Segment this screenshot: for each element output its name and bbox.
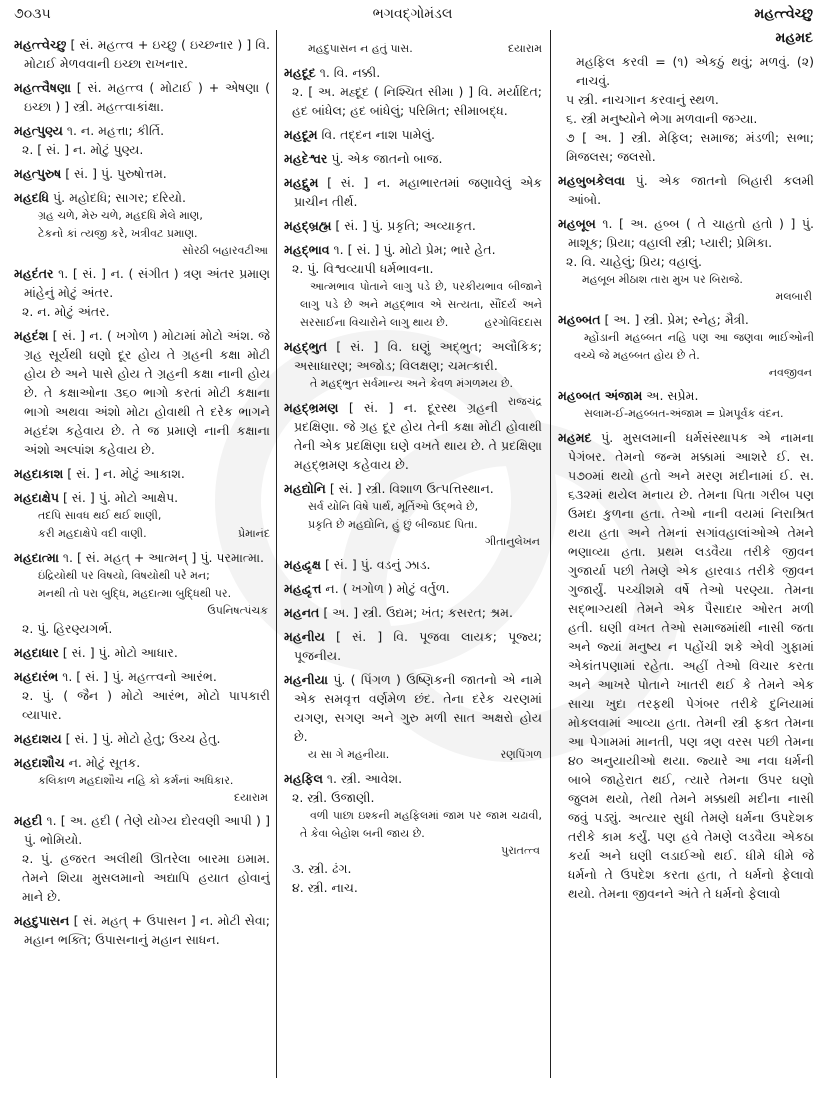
definition: [ સં. મહત્ + ઉપાસન ] ન. મોટી સેવા; મહાન ભક્તિ; ઉપાસનાનું મહાન સાધન.	[24, 913, 270, 947]
entry	[14, 35, 270, 73]
headword: મહદ્દ્રુમ	[284, 175, 319, 190]
entry	[14, 548, 270, 567]
definition: [ સં. ] વિ. ઘણું અદ્ભુત; અલૌકિક; અસાધારણ; અજોડ; વિલક્ષણ; ચમત્કારી.	[294, 339, 542, 373]
definition: ૧. [ સં. ] ન. ( સંગીત ) ત્રણ અંતર પ્રમાણ માંહેનું મોટું અંતર.	[24, 266, 270, 300]
entry	[14, 643, 270, 662]
sense: ૨. પું. હજરત અલીથી ઊતરેલા બારમા ઇમામ. તેમને શિયા મુસલમાનો અદ્યાપિ હયાત હોવાનું માને છે.	[22, 851, 270, 904]
entry	[284, 125, 542, 144]
quote-source: સોરઠી બહારવટીઆ	[182, 244, 268, 257]
quote-line: ટેકનો કાં ત્યજી કરે, ખત્રીવટ પ્રમાણ.	[38, 227, 198, 240]
quote-source: નવજીવન	[768, 366, 812, 379]
column-1	[14, 30, 270, 1070]
headword: મહદ્વૃત્ત	[284, 581, 322, 596]
headword: મહદાત્મા	[14, 550, 59, 565]
quote-source: પ્રેમાનંદ	[238, 527, 270, 540]
definition: [ સં. ] પું. મોટો આધાર.	[62, 645, 178, 660]
definition: [ સં. ] ન. ( ખગોળ ) મોટામાં મોટો અંશ. જે ગ્રહ સૂર્યથી ઘણો દૂર હોય તે ગ્રહની કક્ષા મોટી હોય છે અને પાસે હોય તે ગ્રહની કક્ષા નાની હોય છે. તે કક્ષાઓના ૩૬૦ ભાગો કરતાં મોટી કક્ષાના ભાગો અથવા અંશો મોટા હોવાથી તે દરેક ભાગને મહદંશ કહેવાય છે. તે જ પ્રમાણે નાની કક્ષાના અંશો અલ્પાંશ કહેવાય છે.	[24, 328, 270, 457]
headword: મહદાશય	[14, 731, 62, 746]
definition: [ સં. ] પું. મોટો હેતુ; ઉચ્ચ હેતુ.	[65, 731, 221, 746]
definition: અ. સપ્રેમ.	[646, 388, 699, 403]
quote-paragraph: વળી પાછા ઇશ્કની મહફિલમાં જામ પર જામ ચઢાવી, તે કેવા બેહોશ બની જાય છે.	[300, 809, 542, 840]
entry	[284, 627, 542, 665]
headword: મહદાધાર	[14, 645, 59, 660]
definition: [ સં. ] ન. દૂરસ્થ ગ્રહની પ્રદક્ષિણા. જે ગ્રહ દૂર હોય તેની કક્ષા મોટી હોવાથી તેની એક પ્રદક્ષિણા ઘણે વખતે થાય છે. તે પ્રદક્ષિણા મહદ્ભ્રમણ કહેવાય છે.	[294, 400, 542, 472]
column-2	[284, 40, 542, 1080]
definition: [ અ. ] સ્ત્રી. ઉદ્યમ; ખંત; કસરત; શ્રમ.	[323, 605, 513, 620]
headword: મહદારંભ	[14, 669, 59, 684]
quote-line: ઇંદ્રિયોથી પર વિષયો, વિષયોથી પરે મન;	[38, 569, 210, 582]
headword: મહદી	[14, 813, 43, 828]
definition: [ સં. ] ન. મોટું આકાશ.	[67, 466, 185, 481]
headword: મહદ્ભાવ	[284, 242, 330, 257]
headword: મહનીય	[284, 629, 325, 644]
sense: ૩. સ્ત્રી. ઢંગ.	[292, 861, 352, 876]
entry	[14, 121, 270, 140]
quote-source: દયારામ	[507, 42, 542, 55]
quote-source: મલબારી	[775, 290, 812, 303]
entry	[558, 386, 814, 405]
quote-line: કલિકાળ મહદાશૌચ નહિ કો કર્મનાં અધિકાર.	[38, 774, 234, 787]
quote-text: આત્મભાવ પોતાને લાગુ પડે છે, પરકીયભાવ બીજાને લાગુ પડે છે અને મહદ્ભાવ એ સત્યતા, સૌંદર્ય અને સરસાઈના વિચારોને લાગુ થાય છે.	[300, 280, 542, 329]
entry	[284, 670, 542, 746]
headword: મહદૂદ	[284, 65, 316, 80]
entry	[284, 769, 542, 788]
headword: મહબ્બત	[558, 312, 601, 327]
definition: [ સં. ] સ્ત્રી. વિશાળ ઉત્પત્તિસ્થાન.	[329, 481, 494, 496]
sense: ૨. વિ. ચાહેલું; પ્રિય; વહાલું.	[566, 254, 702, 269]
headword: મહત્પુણ્ય	[14, 123, 63, 138]
quote-line: પ્રકૃતિ છે મહદ્યોનિ, હું છું બીજપ્રદ પિતા.	[308, 518, 478, 531]
headword: મહદ્ભુત	[284, 339, 327, 354]
quote-source: રાજચંદ્ર	[507, 395, 542, 408]
headword: મહદુપાસન	[14, 913, 70, 928]
quote-paragraph: સલામ-ઈ-મહબ્બત-અંજામ = પ્રેમપૂર્વક વંદન.	[584, 407, 784, 420]
quote-text: કરી મહદાક્ષેપે વદી વાણી.	[38, 527, 147, 540]
quote-text: મહદુપાસન ન હતું પાસ.	[308, 42, 413, 55]
headword: મહદધિ	[14, 190, 50, 205]
quote-paragraph: મ્હોંડાની મહબ્બત નહિ પણ આ જણવા ભાઈઓની વચ્ચે જે મહબ્બત હોય છે તે.	[574, 331, 814, 362]
definition: [ સં. ] પું. પ્રકૃતિ; અવ્યાકૃત.	[335, 218, 476, 233]
quote-line	[284, 746, 542, 764]
headword: મહત્પુરુષ	[14, 166, 62, 181]
definition: [ અ. ] સ્ત્રી. પ્રેમ; સ્નેહ; મૈત્રી.	[604, 312, 749, 327]
guide-word-last: મહમદ	[775, 30, 813, 46]
book-title: ભગવદ્ગોમંડલ	[372, 6, 453, 22]
entry	[14, 264, 270, 302]
entry	[284, 63, 542, 82]
headword: મહદ્બ્રહ્મ	[284, 218, 332, 233]
definition: [ સં. મહત્ત્વ ( મોટાઈ ) + એષણા ( ઇચ્છા ) ] સ્ત્રી. મહત્ત્વાકાંક્ષા.	[24, 80, 270, 114]
entry	[284, 479, 542, 498]
entry	[14, 326, 270, 459]
headword: મહબ્બત અંજામ	[558, 388, 643, 403]
definition: [ સં. ] પું. પુરુષોત્તમ.	[65, 166, 167, 181]
sense: ૪. સ્ત્રી. નાચ.	[292, 880, 358, 895]
quote-line: તદપિ સાવધ થઈ થઈ શાણી,	[38, 509, 162, 522]
entry	[14, 164, 270, 183]
headword: મહત્ત્વૈષણા	[14, 80, 71, 95]
entry	[14, 78, 270, 116]
definition: ન. ( ખગોળ ) મોટું વર્તુળ.	[325, 581, 450, 596]
quote-text: તે મહદ્ભુત સર્વમાન્ય અને કેવળ મંગળમય છે.	[310, 377, 513, 390]
quote-line	[14, 525, 270, 543]
definition: પું. મહોદધિ; સાગર; દરિયો.	[53, 190, 186, 205]
quote-source: ગીતાનુલેખન	[485, 535, 540, 548]
definition: ૧. [ સં. મહત્ + આત્મન્ ] પું. પરમાત્મા.	[62, 550, 264, 565]
definition: [ સં. ] પું. વડનું ઝાડ.	[324, 557, 431, 572]
column-3	[558, 52, 814, 1082]
quote-source: હરગોવિંદદાસ	[484, 316, 542, 329]
sense: ૨. સ્ત્રી. ઉજાણી.	[292, 790, 375, 805]
headword: મહદ્યોનિ	[284, 481, 326, 496]
entry	[14, 488, 270, 507]
headword: મહદંશ	[14, 328, 49, 343]
definition: ન. મોટું સૂતક.	[68, 755, 141, 770]
headword: મહનત	[284, 605, 320, 620]
headword: મહદ્વૃક્ષ	[284, 557, 321, 572]
headword: મહદાશૌચ	[14, 755, 65, 770]
entry	[14, 753, 270, 772]
definition: પું. મુસલમાની ધર્મસંસ્થાપક એ નામના પેગંબર. તેમનો જન્મ મક્કામાં આશરે ઈ. સ. ૫૭૦માં થયો હતો અને મરણ મદીનામાં ઈ. સ. ૬૩૨માં થયેલ મનાય છે. તેમના પિતા ગરીબ પણ ઉમદા કુળના હતા. તેઓ નાની વયમાં નિરાશ્રિત થયા હતા અને તેમનાં સગાંવહાલાંઓએ તેમને ભણાવ્યા હતા. પ્રથમ લડવૈયા તરીકે જીવન ગુજાર્યા પછી તેમણે એક હારવાડ તરીકે જીવન ગુજાર્યું. પચ્ચીશમે વર્ષે તેઓ પરણ્યા. તેમના સદ્ભાગ્યથી તેમને એક પૈસાદાર ઓરત મળી હતી. ઘણી વખત તેઓ સમાજમાંથી નાસી જતા અને જ્યાં મનુષ્ય ન પહોંચી શકે એવી ગુફામાં એકાંતપણામાં રહેતા. અહીં તેઓ વિચાર કરતા અને આખરે પોતાને ખાતરી થઈ કે તેમને એક સાચા ખુદા તરફથી પેગંબર તરીકે દુનિયામાં મોકલવામાં આવ્યા હતા. તેમની સ્ત્રી ફક્ત તેમના આ પેગામમાં માનતી, પણ ત્રણ વરસ પછી તેમના ૪૦ અનુયાયીઓ થયા. જ્યારે આ નવા ધર્મની બાબે જાહેરાત થઈ, ત્યારે તેમના ઉપર ઘણો જુલમ થયો, તેથી તેમને મક્કાથી મદીના નાસી જવું પડ્યું. અત્યાર સુધી તેમણે ધર્મના ઉપદેશક તરીકે કામ કર્યું. પણ હવે તેમણે લડવૈયા એકઠા કર્યા અને ઘણી લડાઈઓ થઈ. ધીમે ધીમે જે ધર્મનો તે ઉપદેશ કરતા હતા, તે ધર્મનો ફેલાવો થયો. તેમના જીવનને અંતે તે ધર્મનો ફેલાવો	[568, 430, 814, 901]
definition: ૧. [ અ. હદી ( તેણે યોગ્ય દોરવણી આપી ) ] પું. ભોમિયો.	[24, 813, 270, 847]
definition: ૧. વિ. નક્કી.	[319, 65, 381, 80]
entry	[284, 173, 542, 211]
entry	[14, 911, 270, 949]
entry	[284, 579, 542, 598]
quote-line: મહબૂબ મીઠાશ તારા મુખ પર બિરાજે.	[582, 273, 743, 286]
sense: ૬. સ્ત્રી મનુષ્યોને ભેગા મળવાની જગ્યા.	[566, 111, 758, 126]
definition: પું. ( પિંગળ ) ઉષ્ણિકની જાતનો એ નામે એક સમવૃત્ત વર્ણમેળ છંદ. તેના દરેક ચરણમાં યગણ, સગણ અને ગુરુ મળી સાત અક્ષરો હોય છે.	[294, 672, 542, 744]
entry	[284, 555, 542, 574]
entry	[284, 337, 542, 375]
entry	[284, 149, 542, 168]
definition: વિ. તદ્દન નાશ પામેલું.	[321, 127, 436, 142]
quote-line: મનથી તો પરા બુદ્ધિ, મહદાત્મા બુદ્ધિથી પર.	[38, 587, 232, 600]
entry	[284, 240, 542, 259]
headword: મહત્ત્વેચ્છુ	[14, 37, 67, 52]
headword: મહબૂબ	[558, 216, 596, 231]
sense: ૨. [ અ. મહ્દૂદ ( નિશ્ચિત સીમા ) ] વિ. મર્યાદિત; હદ બાંધેલ; હદ બાંધેલું; પરિમિત; સીમાબદ્ધ.	[292, 84, 542, 118]
definition: પું. એક જાતનો બિહારી કલમી આંબો.	[568, 173, 814, 207]
entry	[558, 428, 814, 903]
column-divider	[276, 30, 277, 1078]
entry	[284, 398, 542, 474]
definition: ૧. [ સં. ] પું. મહત્ત્વનો આરંભ.	[62, 669, 217, 684]
entry	[558, 214, 814, 252]
sense: ૨. પું. ( જૈન ) મોટો આરંભ, મોટો પાપકારી વ્યાપાર.	[22, 688, 270, 722]
quote-source: પુરાતત્ત્વ	[501, 844, 540, 857]
page-number: ૭૦૩૫	[14, 6, 51, 22]
entry	[14, 464, 270, 483]
quote-line	[284, 40, 542, 58]
quote-paragraph	[284, 278, 542, 332]
headword: મહનીયા	[284, 672, 328, 687]
sense: ૨. ન. મોટું અંતર.	[22, 304, 110, 319]
entry	[14, 188, 270, 207]
definition: ૧. સ્ત્રી. આવેશ.	[326, 771, 403, 786]
idiom: મહફિલ કરવી = (૧) એકઠું થવું; મળવું. (૨) નાચવું.	[576, 54, 814, 88]
entry	[14, 667, 270, 686]
definition: પું. એક જાતનો બાજ.	[331, 151, 443, 166]
headword: મહદ્ભ્રમણ	[284, 400, 339, 415]
sense: ૫ સ્ત્રી. નાચગાન કરવાનું સ્થળ.	[566, 92, 719, 107]
column-divider	[550, 30, 551, 1078]
quote-line: ગ્રહ ચળે, મેરુ ચળે, મહદધિ મેલે માણ,	[38, 209, 203, 222]
quote-text: ય સા ગે મહનીયા.	[308, 748, 390, 761]
sense: ૭ [ અ. ] સ્ત્રી. મેફિલ; સમાજ; મંડળી; સભા; મિજલસ; જલસો.	[566, 130, 814, 164]
headword: મહદાક્ષેપ	[14, 490, 59, 505]
entry	[558, 310, 814, 329]
quote-source: દયારામ	[233, 791, 268, 804]
definition: [ સં. મહત્ત્વ + ઇચ્છુ ( ઇચ્છનાર ) ] વિ. મોટાઈ મેળવવાની ઇચ્છા રાખનાર.	[24, 37, 270, 71]
entry	[14, 811, 270, 849]
definition: ૧. ન. મહત્તા; કીર્તિ.	[66, 123, 165, 138]
guide-word-first: મહત્ત્વેચ્છુ	[754, 6, 813, 22]
quote-line: સર્વ યોનિ વિષે પાર્થ, મૂર્તિઓ ઉદ્ભવે છે,	[308, 500, 479, 513]
definition: ૧. [ સં. ] પું. મોટો પ્રેમ; ભારે હેત.	[333, 242, 496, 257]
definition: [ સં. ] પું. મોટો આક્ષેપ.	[62, 490, 179, 505]
definition: [ સં. ] ન. મહાભારતમાં જણાવેલું એક પ્રાચીન તીર્થ.	[294, 175, 542, 209]
definition: [ સં. ] વિ. પૂજવા લાયક; પૂજ્ય; પૂજનીય.	[294, 629, 542, 663]
entry	[284, 603, 542, 622]
headword: મહદાકાશ	[14, 466, 64, 481]
headword: મહમદ	[558, 430, 592, 445]
quote-source: ઉપનિષત્પંચક	[207, 604, 268, 617]
entry	[284, 216, 542, 235]
sense: ૨. પું. વિશ્વવ્યાપી ધર્મભાવના.	[292, 261, 434, 276]
entry	[14, 729, 270, 748]
headword: મહદેશ્વર	[284, 151, 328, 166]
quote-source: રણપિંગળ	[500, 748, 542, 761]
headword: મહદંતર	[14, 266, 54, 281]
headword: મહબુબકેલવા	[558, 173, 625, 188]
sense: ૨. પું. હિરણ્યગર્ભ.	[22, 621, 113, 636]
headword: મહદૂમ	[284, 127, 318, 142]
headword: મહફિલ	[284, 771, 323, 786]
definition: ૧. [ અ. હબ્બ ( તે ચાહતો હતો ) ] પું. માશૂક; પ્રિયા; વહાલી સ્ત્રી; પ્યારી; પ્રેમિકા.	[568, 216, 814, 250]
sense: ૨. [ સં. ] ન. મોટું પુણ્ય.	[22, 142, 144, 157]
entry	[558, 171, 814, 209]
